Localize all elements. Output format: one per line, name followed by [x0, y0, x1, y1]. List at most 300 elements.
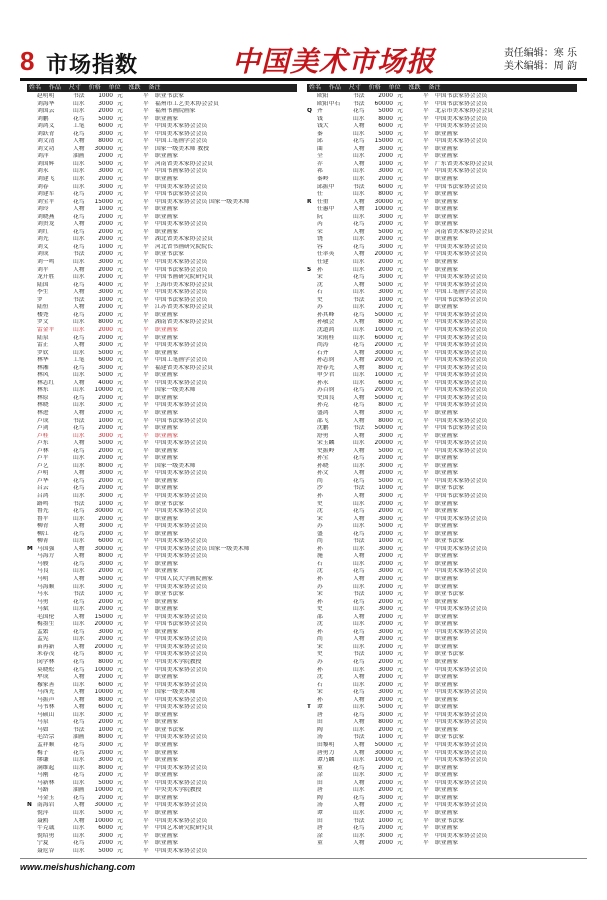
- category: 书法: [353, 651, 365, 658]
- category: 山水: [73, 711, 85, 718]
- index-letter: [27, 251, 37, 259]
- index-letter: [307, 206, 317, 214]
- index-letter: [307, 289, 317, 297]
- table-row: [307, 350, 577, 358]
- index-letter: [307, 372, 317, 380]
- index-letter: [307, 176, 317, 184]
- unit: 元: [397, 643, 403, 650]
- artist-name: 史: [317, 651, 323, 658]
- artist-name: 罗钦: [37, 349, 49, 356]
- table-row: [307, 267, 577, 275]
- credentials: 中国美术家协会会员: [435, 349, 488, 356]
- category: 书法: [353, 183, 365, 190]
- category: 山水: [73, 825, 85, 832]
- table-row: [307, 704, 577, 712]
- unit: 元: [117, 251, 123, 258]
- credentials: 中国美术家协会会员: [435, 387, 488, 394]
- price: 2000: [378, 787, 393, 794]
- credentials: 职业画家: [435, 696, 459, 703]
- trend: 平: [423, 440, 429, 447]
- index-letter: [27, 614, 37, 622]
- index-letter: [307, 236, 317, 244]
- category: 人物: [73, 689, 85, 696]
- table-row: [307, 199, 577, 207]
- price: 3000: [378, 243, 393, 250]
- trend: 平: [423, 794, 429, 801]
- trend: 平: [143, 553, 149, 560]
- category: 山水: [353, 191, 365, 198]
- artist-name: 刘跃青: [37, 130, 55, 137]
- price: 2000: [98, 176, 113, 183]
- credentials: 职业画家: [435, 794, 459, 801]
- artist-name: 宋雨桂: [317, 334, 335, 341]
- table-row: [307, 274, 577, 282]
- trend: 平: [423, 726, 429, 733]
- credentials: 职业画家: [155, 749, 179, 756]
- artist-name: 赵明明: [37, 93, 55, 99]
- credentials: 中国美术家协会会员: [155, 402, 208, 409]
- index-letter: [307, 153, 317, 161]
- unit: 元: [397, 326, 403, 333]
- index-letter: [307, 719, 317, 727]
- trend: 平: [143, 666, 149, 673]
- category: 花鸟: [73, 530, 85, 537]
- artist-name: 刘红: [37, 228, 49, 235]
- credentials: 上海市美术家协会会员: [155, 281, 213, 288]
- price: 1000: [98, 500, 113, 507]
- table-row: [27, 795, 297, 803]
- artist-name: 田: [317, 817, 323, 824]
- unit: 元: [117, 334, 123, 341]
- credentials: 职业书法家: [155, 726, 184, 733]
- price: 8000: [98, 553, 113, 560]
- index-letter: [27, 433, 37, 441]
- unit: 元: [117, 598, 123, 605]
- artist-name: 刘永: [37, 168, 49, 175]
- price: 1000: [378, 160, 393, 167]
- credentials: 职业画家: [155, 425, 179, 432]
- website-url[interactable]: www.meishushichang.com: [20, 862, 136, 872]
- artist-name: 乔: [317, 160, 323, 167]
- price: 1000: [98, 726, 113, 733]
- index-letter: [27, 350, 37, 358]
- price: 1000: [98, 93, 113, 99]
- price: 2000: [98, 334, 113, 341]
- index-letter: [27, 591, 37, 599]
- artist-name: 宋: [317, 591, 323, 598]
- credentials: 职业画家: [435, 636, 459, 643]
- price: 3000: [378, 462, 393, 469]
- trend: 平: [143, 123, 149, 130]
- price: 5000: [98, 576, 113, 582]
- category: 人物: [353, 553, 365, 560]
- table-row: [27, 689, 297, 697]
- index-letter: [27, 636, 37, 644]
- category: 山水: [353, 606, 365, 613]
- table-row: [27, 576, 297, 584]
- index-letter: [27, 289, 37, 297]
- trend: 平: [423, 130, 429, 137]
- credentials: 职业画家: [435, 455, 459, 462]
- table-row: [27, 644, 297, 652]
- trend: 平: [143, 523, 149, 530]
- price: 2000: [378, 576, 393, 582]
- table-row: [27, 282, 297, 290]
- table-row: [27, 395, 297, 403]
- price: 3000: [378, 145, 393, 152]
- unit: 元: [397, 742, 403, 749]
- price: 5000: [378, 477, 393, 484]
- price: 2000: [378, 659, 393, 666]
- table-row: [307, 184, 577, 192]
- credentials: 中国美术家协会会员: [155, 847, 208, 854]
- credentials: 中国美术家协会会员: [435, 394, 488, 401]
- table-row: [307, 402, 577, 410]
- artist-name: 马硕山: [37, 711, 55, 718]
- table-row: [307, 410, 577, 418]
- trend: 平: [423, 696, 429, 703]
- category: 人物: [353, 719, 365, 726]
- table-row: [307, 259, 577, 267]
- artist-name: 满维起: [37, 764, 55, 771]
- category: 花鸟: [353, 764, 365, 771]
- category: 书法: [353, 591, 365, 598]
- price: 3000: [98, 402, 113, 409]
- trend: 平: [143, 508, 149, 515]
- unit: 元: [117, 289, 123, 296]
- price: 3000: [98, 832, 113, 839]
- credentials: 中国美术家协会会员: [435, 115, 488, 122]
- unit: 元: [397, 681, 403, 688]
- category: 山水: [353, 643, 365, 650]
- price: 2000: [98, 213, 113, 220]
- trend: 平: [143, 470, 149, 477]
- price: 3000: [378, 545, 393, 552]
- credentials: 中国美术家协会会员: [155, 508, 208, 515]
- unit: 元: [117, 825, 123, 832]
- trend: 平: [423, 772, 429, 779]
- artist-name: 孙: [317, 628, 323, 635]
- trend: 平: [143, 364, 149, 371]
- unit: 元: [117, 440, 123, 447]
- credentials: 职业画家: [155, 432, 179, 439]
- credentials: 中国美术家协会会员: [435, 545, 488, 552]
- category: 山水: [353, 832, 365, 839]
- artist-name: 刘文清: [37, 138, 55, 145]
- trend: 平: [423, 470, 429, 477]
- unit: 元: [397, 470, 403, 477]
- table-row: [27, 304, 297, 312]
- artist-name: 石齐: [317, 349, 329, 356]
- artist-name: 楼尧: [37, 311, 49, 318]
- index-letter: [307, 561, 317, 569]
- price: 3000: [378, 432, 393, 439]
- artist-name: 马骏: [37, 560, 49, 567]
- unit: 元: [397, 779, 403, 786]
- credentials: 职业画家: [435, 840, 459, 847]
- price: 30000: [94, 508, 113, 515]
- artist-name: 刘洋: [37, 153, 49, 160]
- index-letter: [27, 131, 37, 139]
- unit: 元: [117, 674, 123, 681]
- unit: 元: [397, 168, 403, 175]
- unit: 元: [117, 560, 123, 567]
- artist-name: 马书林: [37, 704, 55, 711]
- artist-name: 马良: [37, 568, 49, 575]
- artist-name: 刘一鸣: [37, 259, 55, 266]
- table-row: [307, 440, 577, 448]
- credentials: 中国美术家协会会员: [435, 477, 488, 484]
- artist-name: 刘玲: [37, 206, 49, 213]
- trend: 平: [423, 659, 429, 666]
- index-letter: [307, 636, 317, 644]
- index-letter: [307, 319, 317, 327]
- artist-name: 孟宪: [37, 636, 49, 643]
- price: 3000: [378, 666, 393, 673]
- category: 人物: [353, 432, 365, 439]
- credentials: 职业画家: [435, 583, 459, 590]
- credentials: 河南省美术家协会会员: [155, 160, 213, 167]
- unit: 元: [397, 719, 403, 726]
- credentials: 中国美术家协会会员: [435, 711, 488, 718]
- index-letter: [27, 621, 37, 629]
- unit: 元: [397, 409, 403, 416]
- price: 2000: [98, 749, 113, 756]
- artist-name: 林东: [37, 387, 49, 394]
- artist-name: 荣: [317, 228, 323, 235]
- unit: 元: [397, 372, 403, 379]
- category: 花鸟: [73, 628, 85, 635]
- credentials: 职业画家: [435, 643, 459, 650]
- unit: 元: [397, 802, 403, 809]
- index-letter: [27, 365, 37, 373]
- unit: 元: [397, 108, 403, 115]
- trend: 平: [423, 259, 429, 266]
- unit: 元: [117, 183, 123, 190]
- credentials: 职业画家: [435, 259, 459, 266]
- trend: 平: [423, 281, 429, 288]
- unit: 元: [117, 394, 123, 401]
- table-row: [307, 251, 577, 259]
- unit: 元: [117, 372, 123, 379]
- table-row: [307, 636, 577, 644]
- credentials: 中国书法家协会会员: [155, 296, 208, 303]
- table-row: [307, 712, 577, 720]
- credentials: 中国美术家协会会员: [155, 802, 208, 809]
- category: 山水: [353, 726, 365, 733]
- index-letter: T: [307, 704, 311, 711]
- artist-name: 缪谦: [37, 757, 49, 764]
- price: 2000: [98, 236, 113, 243]
- category: 人物: [353, 492, 365, 499]
- unit: 元: [397, 266, 403, 273]
- table-row: [307, 387, 577, 395]
- artist-name: 石: [317, 289, 323, 296]
- trend: 平: [423, 643, 429, 650]
- category: 山水: [73, 621, 85, 628]
- table-row: [307, 304, 577, 312]
- trend: 平: [143, 296, 149, 303]
- unit: 元: [397, 772, 403, 779]
- index-letter: [307, 591, 317, 599]
- index-letter: [307, 478, 317, 486]
- credentials: 职业画家: [435, 198, 459, 205]
- artist-name: 全: [317, 153, 323, 160]
- category: 人物: [353, 636, 365, 643]
- category: 花鸟: [353, 342, 365, 349]
- artist-name: 宋: [317, 274, 323, 281]
- category: 人物: [353, 160, 365, 167]
- table-row: [27, 93, 297, 101]
- unit: 元: [117, 711, 123, 718]
- table-row: [307, 485, 577, 493]
- trend: 平: [423, 787, 429, 794]
- table-row: [27, 810, 297, 818]
- credentials: 职业画家: [155, 206, 179, 213]
- price: 3000: [378, 213, 393, 220]
- trend: 平: [143, 417, 149, 424]
- credentials: 河北省书画研究院院长: [155, 243, 213, 250]
- table-row: [27, 342, 297, 350]
- artist-name: 马金玉: [37, 794, 55, 801]
- price: 2000: [378, 636, 393, 643]
- table-row: [27, 478, 297, 486]
- price: 2000: [98, 794, 113, 801]
- artist-name: 马永: [37, 591, 49, 598]
- category: 花鸟: [353, 628, 365, 635]
- category: 书法: [353, 734, 365, 741]
- price: 2000: [378, 153, 393, 160]
- price: 20000: [374, 251, 393, 258]
- trend: 平: [423, 613, 429, 620]
- table-row: [27, 138, 297, 146]
- price: 2000: [98, 221, 113, 228]
- index-letter: [27, 357, 37, 365]
- unit: 元: [117, 93, 123, 99]
- credentials: 湖南省美术家协会会员: [155, 319, 213, 326]
- artist-name: 倪萍: [37, 809, 49, 816]
- index-letter: [307, 184, 317, 192]
- table-row: [307, 742, 577, 750]
- category: 人物: [353, 749, 365, 756]
- left-column: [27, 84, 297, 854]
- index-letter: [27, 297, 37, 305]
- artist-name: 史振岭: [317, 447, 335, 454]
- credentials: 中国美术家协会会员: [155, 523, 208, 530]
- table-row: [307, 168, 577, 176]
- category: 山水: [73, 515, 85, 522]
- unit: 元: [397, 832, 403, 839]
- category: 人物: [73, 545, 85, 552]
- index-letter: [27, 553, 37, 561]
- artist-name: 马泉: [37, 719, 49, 726]
- unit: 元: [117, 296, 123, 303]
- trend: 平: [423, 379, 429, 386]
- credentials: 福州书画院画家: [155, 108, 196, 115]
- unit: 元: [117, 228, 123, 235]
- table-row: [27, 629, 297, 637]
- table-row: [307, 418, 577, 426]
- table-row: [27, 214, 297, 222]
- unit: 元: [117, 326, 123, 333]
- credentials: 中国书画家协会会员: [155, 168, 208, 175]
- index-letter: [307, 418, 317, 426]
- table-row: [27, 463, 297, 471]
- trend: 平: [423, 764, 429, 771]
- unit: 元: [117, 455, 123, 462]
- index-letter: [307, 538, 317, 546]
- unit: 元: [397, 809, 403, 816]
- trend: 平: [423, 326, 429, 333]
- index-letter: [307, 161, 317, 169]
- unit: 元: [397, 704, 403, 711]
- trend: 平: [423, 319, 429, 326]
- price: 2000: [98, 772, 113, 779]
- index-letter: [307, 470, 317, 478]
- trend: 平: [143, 115, 149, 122]
- category: 花鸟: [73, 666, 85, 673]
- category: 山水: [353, 379, 365, 386]
- artist-name: 苏百钧: [317, 387, 335, 394]
- trend: 平: [143, 153, 149, 160]
- trend: 平: [423, 183, 429, 190]
- trend: 平: [143, 809, 149, 816]
- trend: 平: [143, 447, 149, 454]
- trend: 平: [143, 198, 149, 205]
- credentials: 职业画家: [155, 711, 179, 718]
- price: 30000: [94, 145, 113, 152]
- table-row: [27, 259, 297, 267]
- price: 8000: [378, 115, 393, 122]
- price: 3000: [98, 583, 113, 590]
- index-letter: [307, 750, 317, 758]
- table-row: [307, 599, 577, 607]
- table-row: [27, 206, 297, 214]
- table-row: [307, 297, 577, 305]
- unit: 元: [117, 153, 123, 160]
- credentials: 中国书法家协会会员: [155, 417, 208, 424]
- category: 山水: [73, 568, 85, 575]
- index-letter: [307, 576, 317, 584]
- category: 人物: [73, 304, 85, 311]
- unit: 元: [397, 545, 403, 552]
- artist-name: 孙克: [317, 402, 329, 409]
- unit: 元: [397, 485, 403, 492]
- artist-name: 孙: [317, 492, 323, 499]
- table-row: [307, 644, 577, 652]
- price: 3000: [98, 364, 113, 371]
- index-letter: [307, 365, 317, 373]
- category: 人物: [353, 779, 365, 786]
- index-letter: [27, 772, 37, 780]
- index-letter: [307, 251, 317, 259]
- table-row: [307, 568, 577, 576]
- index-letter: [307, 168, 317, 176]
- artist-name: 陆泉: [37, 334, 49, 341]
- price: 2000: [98, 455, 113, 462]
- unit: 元: [117, 319, 123, 326]
- credentials: 职业画家: [155, 394, 179, 401]
- index-letter: [27, 410, 37, 418]
- index-letter: [307, 259, 317, 267]
- index-letter: [307, 380, 317, 388]
- table-row: [307, 501, 577, 509]
- credentials: 中国美术家协会会员: [435, 779, 488, 786]
- right-column: [307, 84, 577, 854]
- category: 花鸟: [73, 394, 85, 401]
- trend: 平: [423, 123, 429, 130]
- trend: 平: [143, 530, 149, 537]
